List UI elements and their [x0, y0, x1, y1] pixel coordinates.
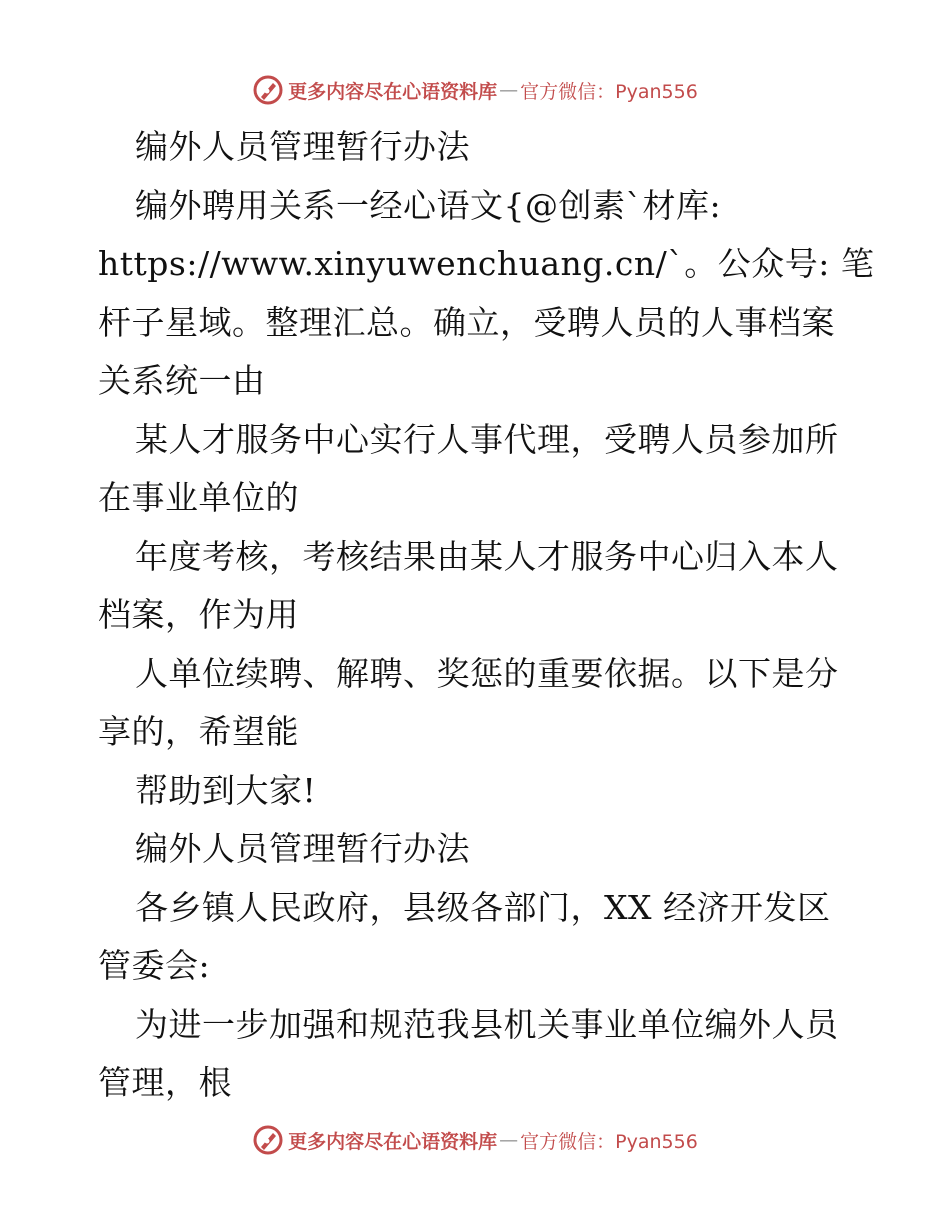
- pen-logo-icon: [252, 74, 284, 106]
- footer-banner: [0, 1120, 950, 1160]
- paragraph-line: 为进一步加强和规范我县机关事业单位编外人员: [135, 1004, 839, 1044]
- paragraph-line: 享的，希望能: [98, 712, 299, 751]
- paragraph-line: 在事业单位的: [98, 478, 299, 517]
- paragraph-line: 人单位续聘、解聘、奖惩的重要依据。以下是分: [135, 653, 839, 693]
- paragraph-line: 某人才服务中心实行人事代理，受聘人员参加所: [135, 419, 839, 459]
- paragraph-line: 帮助到大家!: [135, 770, 317, 810]
- banner-title: 更多内容尽在心语资料库: [288, 80, 498, 103]
- doc-title: 编外人员管理暂行办法: [135, 127, 470, 166]
- paragraph-line: 关系统一由: [98, 361, 266, 400]
- banner-dash: —: [499, 79, 519, 101]
- paragraph-line: 年度考核，考核结果由某人才服务中心归入本人: [135, 536, 839, 576]
- paragraph-line: 杆子星域。整理汇总。确立，受聘人员的人事档案: [98, 302, 835, 342]
- pen-logo-icon: [252, 1124, 284, 1156]
- banner-wechat: 官方微信：Pyan556: [520, 80, 698, 103]
- header-banner: [0, 70, 950, 110]
- banner-dash: —: [499, 1129, 519, 1151]
- document-body: [98, 118, 875, 1113]
- paragraph-line: 管理，根: [98, 1063, 232, 1102]
- paragraph-line: 管委会:: [98, 946, 211, 985]
- banner-wechat: 官方微信：Pyan556: [520, 1130, 698, 1153]
- paragraph-line: 各乡镇人民政府，县级各部门，XX 经济开发区: [135, 887, 831, 927]
- paragraph-line: https://www.xinyuwenchuang.cn/`。公众号: 笔: [98, 244, 875, 283]
- paragraph-line: 编外聘用关系一经心语文{@创素`材库:: [135, 185, 722, 225]
- paragraph-line: 档案，作为用: [98, 595, 299, 634]
- section-title: 编外人员管理暂行办法: [135, 829, 470, 868]
- banner-title: 更多内容尽在心语资料库: [288, 1130, 498, 1153]
